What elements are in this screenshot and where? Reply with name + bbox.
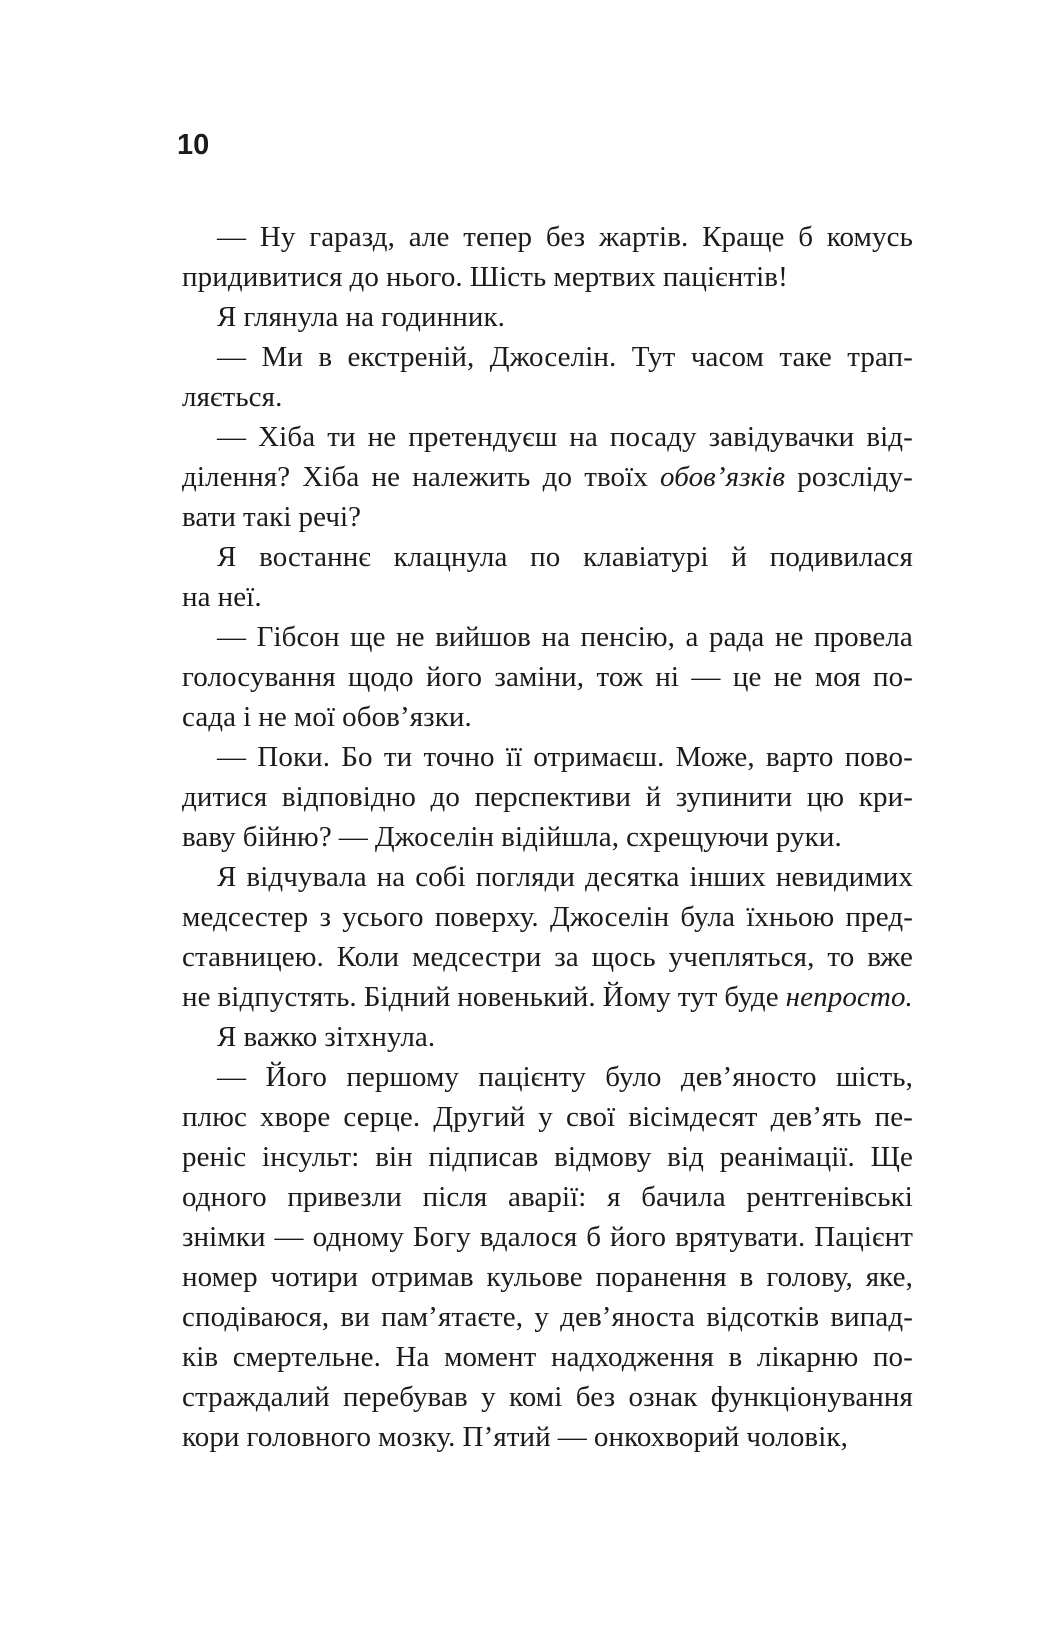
- word: не: [774, 621, 804, 653]
- word: —: [217, 621, 247, 653]
- word: —: [217, 1061, 247, 1093]
- word: Джоселін: [374, 821, 495, 853]
- word: не: [773, 661, 803, 693]
- word: перебував: [343, 1381, 468, 1413]
- word: головного: [246, 1421, 372, 1453]
- word: —: [217, 221, 247, 253]
- word: ляється.: [182, 381, 283, 413]
- word: по-: [873, 661, 913, 693]
- word: розсліду-: [797, 461, 913, 493]
- word: відповідно: [281, 781, 416, 813]
- word: одного: [182, 1181, 267, 1213]
- word: перспективи: [474, 781, 631, 813]
- word: функціонування: [710, 1381, 913, 1413]
- word: заміни,: [494, 661, 585, 693]
- word: вийшов: [435, 621, 531, 653]
- word: цю: [806, 781, 845, 813]
- word: без: [575, 1381, 616, 1413]
- word: придивитися: [182, 261, 343, 293]
- word: голову,: [766, 1261, 853, 1293]
- word: врятувати.: [675, 1221, 806, 1253]
- word: аварії:: [508, 1181, 587, 1213]
- word: годинник.: [381, 301, 505, 333]
- word: зупинити: [675, 781, 793, 813]
- word: пе-: [874, 1101, 913, 1133]
- word: такі: [243, 501, 292, 533]
- word: комусь: [826, 221, 913, 253]
- word: на: [569, 421, 598, 453]
- word: онкохворий: [593, 1421, 740, 1453]
- text-line: [182, 1337, 913, 1377]
- word: надходження: [551, 1341, 714, 1373]
- word: обов’язки.: [342, 701, 472, 733]
- text-line: [182, 1217, 913, 1257]
- word: На: [395, 1341, 430, 1373]
- text-line: [182, 1097, 913, 1137]
- paragraph: [182, 857, 913, 1017]
- word: руки.: [775, 821, 842, 853]
- word: в: [318, 341, 333, 373]
- page-number: 10: [177, 129, 210, 161]
- word: мозку.: [378, 1421, 456, 1453]
- word: щось: [591, 941, 656, 973]
- word: отримаєш.: [533, 741, 665, 773]
- word: Бо: [341, 741, 373, 773]
- word: —: [217, 421, 247, 453]
- word: на: [182, 581, 211, 613]
- word: Ще: [870, 1141, 913, 1173]
- word: дев’яноста: [560, 1301, 695, 1333]
- word: голосування: [182, 661, 336, 693]
- word: тепер: [463, 221, 533, 253]
- word: вісімдесят: [628, 1101, 758, 1133]
- paragraph: [182, 297, 913, 337]
- word: жартів.: [598, 221, 689, 253]
- word: Його: [265, 1061, 327, 1093]
- word: до: [349, 261, 379, 293]
- word: відійшла,: [501, 821, 620, 853]
- word: Хіба: [258, 421, 316, 453]
- word: вати: [182, 501, 237, 533]
- word: пацієнту: [478, 1061, 586, 1093]
- word: реніс: [182, 1141, 247, 1173]
- word: після: [422, 1181, 488, 1213]
- word: відпустять.: [217, 981, 357, 1013]
- word: до: [542, 461, 573, 493]
- word: смертельне.: [232, 1341, 381, 1373]
- word: належить: [412, 461, 531, 493]
- text-line: [182, 1017, 913, 1057]
- text-line: [182, 457, 913, 497]
- text-line: [182, 1177, 913, 1217]
- word: на: [345, 301, 375, 333]
- text-line: [182, 777, 913, 817]
- word: —: [217, 741, 247, 773]
- word: у: [534, 1301, 549, 1333]
- word: Гібсон: [256, 621, 340, 653]
- word: не: [258, 701, 287, 733]
- word: Богу: [412, 1221, 471, 1253]
- word: Джоселін.: [489, 341, 617, 373]
- word: у: [538, 1101, 553, 1133]
- word: не: [396, 621, 425, 653]
- word: гаразд,: [309, 221, 395, 253]
- word: комі: [509, 1381, 563, 1413]
- word: П’ятий: [462, 1421, 551, 1453]
- word: від-: [866, 421, 913, 453]
- word: вдалося: [479, 1221, 578, 1253]
- word: Я: [217, 541, 237, 573]
- word: дев’яносто: [680, 1061, 817, 1093]
- word: глянула: [243, 301, 339, 333]
- word: пред-: [845, 901, 913, 933]
- word: дев’ять: [770, 1101, 862, 1133]
- word: Пацієнт: [814, 1221, 913, 1253]
- word: пенсію,: [580, 621, 676, 653]
- word: Ми: [261, 341, 303, 373]
- word: чоловік,: [746, 1421, 848, 1453]
- word: реанімації.: [719, 1141, 855, 1173]
- word: рентгенівські: [746, 1181, 913, 1213]
- word: хворе: [259, 1101, 331, 1133]
- word: без: [545, 221, 586, 253]
- word: б: [586, 1221, 602, 1253]
- word: —: [217, 341, 247, 373]
- word: поверху.: [434, 901, 539, 933]
- text-line: [182, 337, 913, 377]
- word: ти: [327, 421, 356, 453]
- word: Джоселін: [549, 901, 670, 933]
- text-line: [182, 257, 913, 297]
- word: —: [691, 661, 721, 693]
- text-block: [182, 217, 913, 1457]
- word: момент: [444, 1341, 537, 1373]
- word: його: [425, 661, 483, 693]
- word: Йому: [602, 981, 671, 1013]
- word: Я: [217, 861, 237, 893]
- word: одному: [312, 1221, 404, 1253]
- word: непросто.: [785, 981, 913, 1013]
- word: номер: [182, 1261, 258, 1293]
- word: кри-: [858, 781, 913, 813]
- word: востаннє: [259, 541, 371, 573]
- word: лікарню: [756, 1341, 859, 1373]
- word: відчувала: [246, 861, 367, 893]
- word: точно: [423, 741, 495, 773]
- word: Поки.: [257, 741, 331, 773]
- text-line: [182, 1137, 913, 1177]
- word: відмову: [554, 1141, 652, 1173]
- word: по-: [872, 1341, 913, 1373]
- word: претендуєш: [408, 421, 558, 453]
- text-line: [182, 657, 913, 697]
- word: отримав: [371, 1261, 474, 1293]
- paragraph: [182, 217, 913, 297]
- word: учепляться,: [668, 941, 815, 973]
- paragraph: [182, 1057, 913, 1457]
- word: Хіба: [302, 461, 360, 493]
- word: подивилася: [769, 541, 913, 573]
- word: ні: [655, 661, 680, 693]
- word: обов’язків: [660, 461, 786, 493]
- word: мертвих: [553, 261, 656, 293]
- word: собі: [415, 861, 466, 893]
- word: у: [481, 1381, 496, 1413]
- text-line: [182, 1057, 913, 1097]
- word: ділення?: [182, 461, 291, 493]
- word: пам’ятаєте,: [381, 1301, 524, 1333]
- paragraph: [182, 417, 913, 537]
- word: Я: [217, 1021, 237, 1053]
- word: твоїх: [584, 461, 648, 493]
- word: сподіваюся,: [182, 1301, 330, 1333]
- word: за: [554, 941, 579, 973]
- word: нього.: [386, 261, 463, 293]
- word: пово-: [844, 741, 913, 773]
- word: по: [530, 541, 561, 573]
- word: щодо: [347, 661, 414, 693]
- word: таке: [779, 341, 832, 373]
- text-line: [182, 577, 913, 617]
- word: рада: [708, 621, 765, 653]
- word: була: [680, 901, 736, 933]
- word: ти: [383, 741, 413, 773]
- word: погляди: [475, 861, 576, 893]
- word: знімки: [182, 1221, 266, 1253]
- text-line: [182, 697, 913, 737]
- word: вже: [867, 941, 913, 973]
- word: інших: [689, 861, 766, 893]
- text-line: [182, 1257, 913, 1297]
- word: завідувачки: [708, 421, 855, 453]
- word: медсестер: [182, 901, 309, 933]
- text-line: [182, 417, 913, 457]
- word: схрещуючи: [626, 821, 769, 853]
- word: мої: [293, 701, 336, 733]
- word: Бідний: [363, 981, 451, 1013]
- word: медсестри: [412, 941, 542, 973]
- text-line: [182, 617, 913, 657]
- word: від: [667, 1141, 704, 1173]
- word: бачила: [641, 1181, 726, 1213]
- word: —: [557, 1421, 587, 1453]
- word: ставницею.: [182, 941, 324, 973]
- word: десятка: [585, 861, 680, 893]
- word: кори: [182, 1421, 240, 1453]
- word: Коли: [336, 941, 400, 973]
- word: речі?: [298, 501, 362, 533]
- word: клавіатурі: [583, 541, 709, 573]
- word: і: [243, 701, 252, 733]
- word: страждалий: [182, 1381, 330, 1413]
- word: а: [685, 621, 699, 653]
- word: екстреній,: [347, 341, 475, 373]
- word: Шість: [469, 261, 547, 293]
- word: але: [408, 221, 450, 253]
- word: чотири: [270, 1261, 359, 1293]
- word: Може,: [675, 741, 755, 773]
- word: ще: [350, 621, 386, 653]
- word: її: [505, 741, 523, 773]
- text-line: [182, 1417, 913, 1457]
- word: Тут: [631, 341, 676, 373]
- word: клацнула: [393, 541, 508, 573]
- text-line: [182, 897, 913, 937]
- text-line: [182, 537, 913, 577]
- word: ків: [182, 1341, 219, 1373]
- word: Другий: [433, 1101, 526, 1133]
- word: посаду: [609, 421, 697, 453]
- text-line: [182, 817, 913, 857]
- word: сада: [182, 701, 237, 733]
- text-line: [182, 977, 913, 1017]
- word: шість,: [835, 1061, 913, 1093]
- word: дитися: [182, 781, 268, 813]
- word: моя: [814, 661, 861, 693]
- word: й: [645, 781, 662, 813]
- word: до: [430, 781, 460, 813]
- word: варто: [765, 741, 834, 773]
- word: підписав: [428, 1141, 539, 1173]
- text-line: [182, 857, 913, 897]
- word: й: [731, 541, 748, 573]
- word: на: [376, 861, 406, 893]
- word: б: [798, 221, 814, 253]
- text-line: [182, 937, 913, 977]
- word: поранення: [595, 1261, 727, 1293]
- text-line: [182, 497, 913, 537]
- word: його: [610, 1221, 667, 1253]
- word: їхньою: [746, 901, 835, 933]
- text-line: [182, 737, 913, 777]
- word: трап-: [847, 341, 913, 373]
- word: Ну: [259, 221, 296, 253]
- word: привезли: [287, 1181, 402, 1213]
- word: відсотків: [706, 1301, 820, 1333]
- word: не: [367, 421, 397, 453]
- paragraph: [182, 537, 913, 617]
- word: провела: [813, 621, 913, 653]
- word: не: [182, 981, 211, 1013]
- word: Краще: [702, 221, 785, 253]
- text-line: [182, 297, 913, 337]
- word: Я: [217, 301, 237, 333]
- paragraph: [182, 1017, 913, 1057]
- word: кульове: [486, 1261, 583, 1293]
- word: серце.: [343, 1101, 421, 1133]
- word: це: [732, 661, 762, 693]
- word: тут: [677, 981, 718, 1013]
- word: плюс: [182, 1101, 247, 1133]
- paragraph: [182, 617, 913, 737]
- word: буде: [724, 981, 779, 1013]
- word: яке,: [865, 1261, 913, 1293]
- word: зітхнула.: [324, 1021, 436, 1053]
- word: часом: [690, 341, 764, 373]
- word: не: [371, 461, 401, 493]
- word: в: [739, 1261, 754, 1293]
- word: свої: [565, 1101, 616, 1133]
- word: в: [728, 1341, 743, 1373]
- word: то: [827, 941, 855, 973]
- paragraph: [182, 337, 913, 417]
- word: усього: [342, 901, 424, 933]
- word: з: [319, 901, 331, 933]
- word: випад-: [830, 1301, 913, 1333]
- word: пацієнтів!: [662, 261, 788, 293]
- word: новенький.: [457, 981, 596, 1013]
- word: ознак: [628, 1381, 698, 1413]
- text-line: [182, 1297, 913, 1337]
- text-line: [182, 1377, 913, 1417]
- word: ваву: [182, 821, 236, 853]
- word: він: [375, 1141, 413, 1173]
- word: було: [605, 1061, 662, 1093]
- word: першому: [346, 1061, 460, 1093]
- word: бійню?: [242, 821, 332, 853]
- word: я: [607, 1181, 621, 1213]
- word: інсульт:: [262, 1141, 360, 1173]
- word: на: [541, 621, 571, 653]
- word: невидимих: [775, 861, 913, 893]
- word: неї.: [217, 581, 262, 613]
- word: ви: [340, 1301, 370, 1333]
- text-line: [182, 377, 913, 417]
- word: —: [274, 1221, 304, 1253]
- word: важко: [243, 1021, 318, 1053]
- word: —: [338, 821, 368, 853]
- text-line: [182, 217, 913, 257]
- paragraph: [182, 737, 913, 857]
- word: тож: [596, 661, 643, 693]
